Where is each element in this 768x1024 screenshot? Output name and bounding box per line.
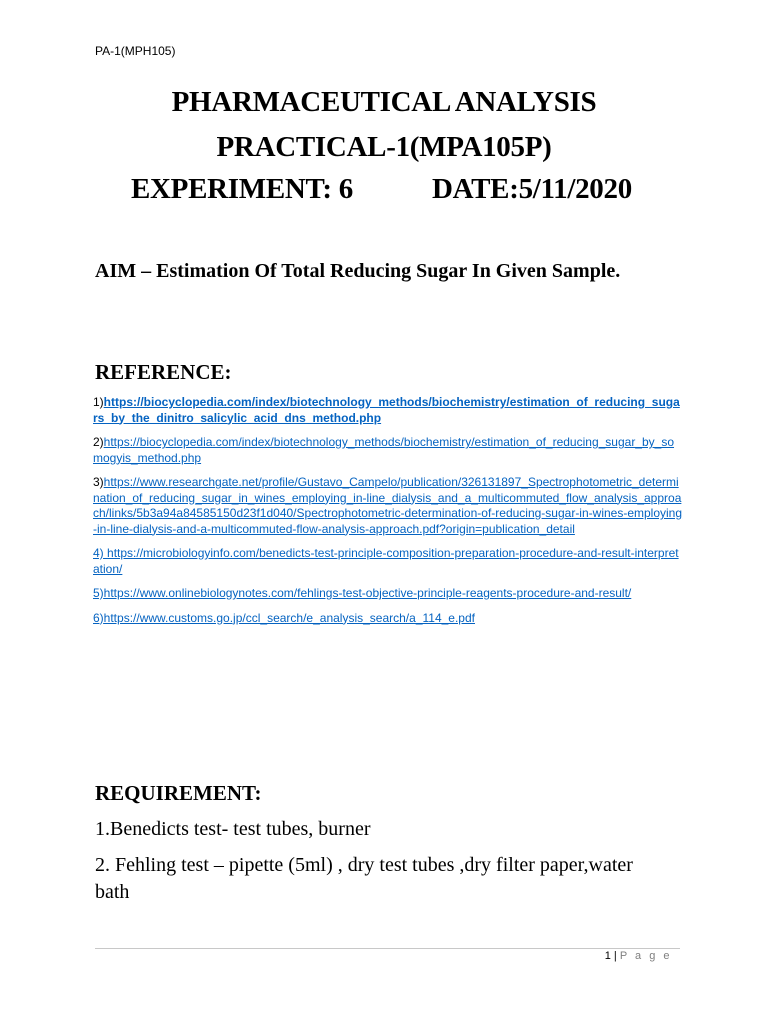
- requirement-heading: REQUIREMENT:: [95, 781, 262, 805]
- reference-item: [93, 546, 683, 577]
- reference-item: [93, 586, 683, 602]
- reference-number: 5): [93, 586, 104, 600]
- header-code: PA-1(MPH105): [95, 44, 176, 58]
- reference-link[interactable]: https://microbiologyinfo.com/benedicts-test-principle-composition-preparation-procedure-and-result-interpretation/: [93, 546, 679, 576]
- reference-number: 1): [93, 395, 104, 409]
- reference-heading: REFERENCE:: [95, 360, 232, 384]
- reference-number: 4): [93, 546, 108, 560]
- document-title: PHARMACEUTICAL ANALYSIS: [171, 86, 597, 118]
- reference-number: 6): [93, 610, 104, 625]
- reference-item: [93, 475, 683, 537]
- reference-link[interactable]: https://www.customs.go.jp/ccl_search/e_analysis_search/a_114_e.pdf: [103, 610, 475, 625]
- reference-number: 2): [93, 435, 104, 449]
- page-separator: |: [610, 950, 620, 962]
- reference-link[interactable]: https://biocyclopedia.com/index/biotechnology_methods/biochemistry/estimation_of_reducing_sugar_by_somogyis_method.php: [93, 435, 675, 465]
- reference-item: [93, 435, 683, 466]
- reference-list: [93, 395, 683, 635]
- requirement-item: 2. Fehling test – pipette (5ml) , dry test tubes ,dry filter paper,water bath: [95, 854, 633, 903]
- experiment-date: DATE:5/11/2020: [432, 173, 632, 205]
- requirement-item: 1.Benedicts test- test tubes, burner: [95, 818, 371, 840]
- page-number-value: 1: [604, 950, 611, 962]
- practical-title: PRACTICAL-1(MPA105P): [216, 131, 552, 163]
- requirement-list: [95, 816, 655, 915]
- page-word: P a g e: [619, 950, 672, 962]
- reference-number: 3): [93, 475, 104, 489]
- reference-item: [93, 395, 683, 426]
- reference-link[interactable]: https://www.researchgate.net/profile/Gustavo_Campelo/publication/326131897_Spectrophotometric_determination_of_reducing_sugar_in_wines_employing_in-line_dialysis_and_a_multicommuted_flow_analysis_approach/links/5b3a94a84585150d23f1d040/Spectrophotometric-determination-of-reducing-sugar-in-wines-employing-in-line-dialysis-and-a-multicommuted-flow-analysis-approach.pdf?origin=publication_detail: [93, 475, 683, 536]
- reference-link[interactable]: https://www.onlinebiologynotes.com/fehlings-test-objective-principle-reagents-procedure-and-result/: [103, 586, 632, 600]
- page-number: [605, 950, 672, 962]
- experiment-row: [131, 173, 651, 206]
- reference-link[interactable]: https://biocyclopedia.com/index/biotechnology_methods/biochemistry/estimation_of_reducing_sugars_by_the_dinitro_salicylic_acid_dns_method.php: [93, 395, 680, 425]
- experiment-number: EXPERIMENT: 6: [131, 173, 353, 205]
- aim-text: AIM – Estimation Of Total Reducing Sugar In Given Sample.: [95, 260, 621, 282]
- reference-item: [93, 611, 683, 627]
- footer-divider: [95, 948, 680, 949]
